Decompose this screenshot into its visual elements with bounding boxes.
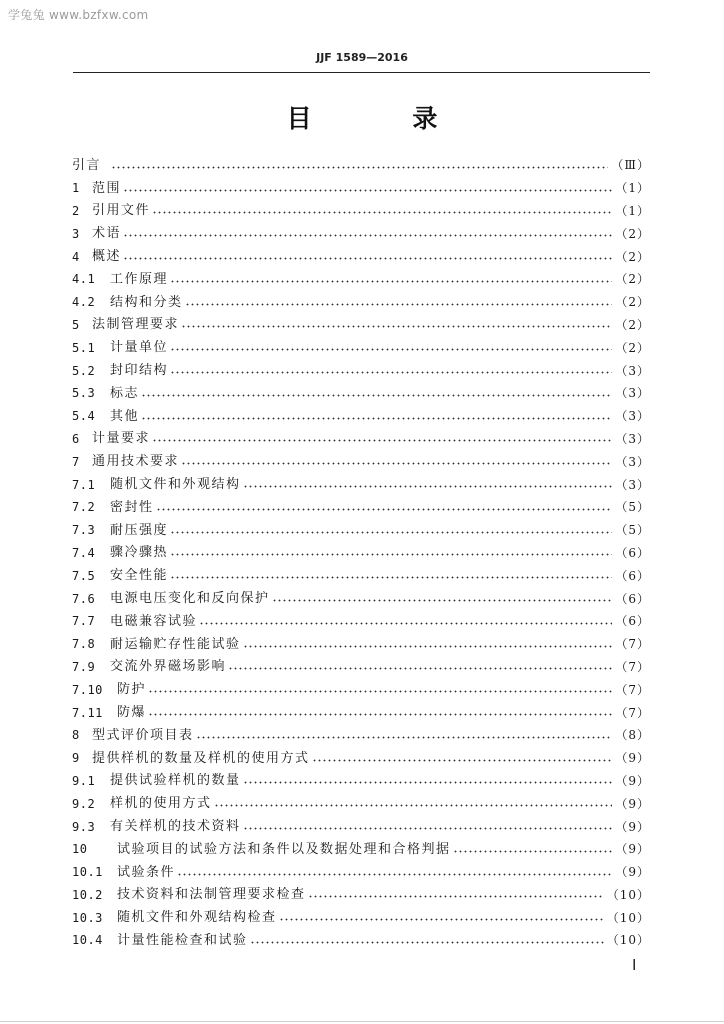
- table-of-contents: [72, 154, 650, 952]
- toc-entry-page: （9）: [615, 796, 650, 811]
- toc-entry-page: （10）: [606, 887, 650, 902]
- toc-entry-title: 试验条件: [117, 864, 176, 880]
- toc-leader-dots: [272, 599, 613, 602]
- toc-entry[interactable]: [72, 610, 650, 633]
- toc-entry-page: （7）: [615, 682, 650, 697]
- toc-entry-title: 有关样机的技术资料: [110, 819, 241, 834]
- toc-entry-page: （9）: [615, 819, 650, 834]
- toc-entry-title: 电源电压变化和反向保护: [110, 591, 270, 607]
- toc-entry-number: 7.11: [72, 705, 103, 720]
- toc-entry-number: 6: [72, 431, 80, 446]
- toc-entry-title: 引用文件: [92, 203, 151, 219]
- toc-entry[interactable]: [72, 564, 650, 587]
- toc-entry[interactable]: [72, 519, 650, 542]
- toc-entry-page: （2）: [615, 272, 650, 287]
- toc-leader-dots: [228, 667, 612, 670]
- toc-entry[interactable]: [72, 906, 650, 929]
- toc-entry-page: （10）: [606, 910, 650, 925]
- toc-entry-number: 3: [72, 226, 80, 241]
- toc-entry-page: （2）: [615, 340, 650, 355]
- toc-leader-dots: [152, 439, 612, 442]
- toc-entry-title: 试验项目的试验方法和条件以及数据处理和合格判据: [117, 841, 451, 857]
- toc-leader-dots: [148, 690, 612, 693]
- toc-entry-title: 计量性能检查和试验: [117, 932, 248, 948]
- toc-leader-dots: [141, 394, 612, 397]
- toc-entry-page: （Ⅲ）: [611, 158, 650, 173]
- toc-entry[interactable]: [72, 291, 650, 314]
- toc-entry-title: 随机文件和外观结构检查: [117, 910, 277, 926]
- toc-entry-page: （3）: [615, 454, 650, 469]
- toc-entry-page: （1）: [615, 181, 650, 196]
- toc-entry-title: 提供样机的数量及样机的使用方式: [92, 750, 310, 766]
- toc-leader-dots: [312, 759, 613, 762]
- toc-entry[interactable]: [72, 542, 650, 565]
- toc-leader-dots: [243, 485, 613, 488]
- toc-entry[interactable]: [72, 177, 650, 200]
- toc-entry-page: （8）: [615, 728, 650, 743]
- toc-leader-dots: [199, 622, 612, 625]
- toc-entry-number: 7.9: [72, 659, 96, 674]
- toc-entry[interactable]: [72, 815, 650, 838]
- toc-entry-page: （3）: [615, 363, 650, 378]
- toc-entry-page: （6）: [615, 568, 650, 583]
- toc-entry-title: 计量要求: [92, 431, 151, 447]
- toc-entry-title: 法制管理要求: [92, 317, 180, 333]
- toc-leader-dots: [243, 781, 613, 784]
- toc-entry-number: 10.1: [72, 865, 103, 880]
- toc-entry-number: 7.8: [72, 637, 96, 652]
- toc-entry-title: 骤冷骤热: [110, 545, 169, 561]
- toc-entry-page: （6）: [615, 591, 650, 606]
- toc-leader-dots: [156, 508, 613, 511]
- toc-entry-number: 2: [72, 203, 80, 218]
- toc-entry[interactable]: [72, 268, 650, 291]
- toc-entry-number: 5: [72, 317, 80, 332]
- toc-entry[interactable]: [72, 929, 650, 952]
- toc-entry-title: 概述: [92, 249, 122, 265]
- toc-entry-title: 型式评价项目表: [92, 727, 194, 743]
- toc-entry[interactable]: [72, 838, 650, 861]
- toc-entry[interactable]: [72, 587, 650, 610]
- toc-entry-page: （10）: [606, 933, 650, 948]
- toc-leader-dots: [185, 303, 613, 306]
- toc-entry[interactable]: [72, 245, 650, 268]
- toc-leader-dots: [279, 918, 604, 921]
- toc-leader-dots: [170, 371, 612, 374]
- toc-entry-title: 提供试验样机的数量: [110, 773, 241, 789]
- page-bottom-edge: [0, 1021, 724, 1022]
- toc-entry-number: 9.2: [72, 796, 96, 811]
- toc-entry[interactable]: [72, 884, 650, 907]
- toc-entry[interactable]: [72, 770, 650, 793]
- toc-entry-title: 样机的使用方式: [110, 796, 212, 812]
- toc-entry[interactable]: [72, 222, 650, 245]
- toc-entry-number: 10.2: [72, 887, 103, 902]
- toc-entry-page: （6）: [615, 545, 650, 560]
- toc-entry-number: 10.4: [72, 933, 103, 948]
- toc-entry-number: 7.1: [72, 477, 96, 492]
- toc-entry-title: 通用技术要求: [92, 454, 180, 470]
- toc-entry-title: 密封性: [110, 499, 154, 515]
- toc-entry-page: （9）: [615, 751, 650, 766]
- toc-leader-dots: [170, 280, 612, 283]
- toc-entry[interactable]: [72, 792, 650, 815]
- toc-entry-number: 4: [72, 249, 80, 264]
- toc-entry-title: 计量单位: [110, 340, 169, 356]
- toc-entry-title: 标志: [110, 385, 140, 401]
- header-divider: [73, 72, 650, 73]
- toc-leader-dots: [141, 417, 612, 420]
- toc-entry-title: 耐运输贮存性能试验: [110, 636, 241, 652]
- toc-leader-dots: [214, 804, 613, 807]
- toc-entry-page: （2）: [615, 226, 650, 241]
- toc-entry-page: （2）: [615, 295, 650, 310]
- toc-leader-dots: [170, 553, 612, 556]
- toc-leader-dots: [181, 325, 612, 328]
- toc-leader-dots: [243, 645, 613, 648]
- toc-entry-page: （7）: [615, 637, 650, 652]
- toc-entry-page: （3）: [615, 386, 650, 401]
- toc-leader-dots: [123, 234, 612, 237]
- toc-entry-page: （3）: [615, 409, 650, 424]
- toc-entry-title: 封印结构: [110, 363, 169, 379]
- toc-entry-number: 9: [72, 751, 80, 766]
- toc-entry-page: （6）: [615, 614, 650, 629]
- toc-entry-page: （5）: [615, 500, 650, 515]
- toc-entry-number: 7.3: [72, 523, 96, 538]
- toc-entry-number: 5.1: [72, 340, 96, 355]
- toc-entry-number: 7.10: [72, 682, 103, 697]
- toc-leader-dots: [177, 873, 612, 876]
- document-code: JJF 1589—2016: [316, 51, 408, 64]
- toc-entry-number: 10.3: [72, 910, 103, 925]
- toc-entry-title: 其他: [110, 408, 140, 424]
- toc-entry-number: 7.6: [72, 591, 96, 606]
- toc-entry[interactable]: [72, 861, 650, 884]
- toc-entry-page: （9）: [615, 773, 650, 788]
- toc-entry[interactable]: [72, 154, 650, 177]
- toc-entry[interactable]: [72, 633, 650, 656]
- toc-entry[interactable]: [72, 656, 650, 679]
- toc-entry[interactable]: [72, 336, 650, 359]
- toc-entry[interactable]: [72, 314, 650, 337]
- toc-entry-title: 交流外界磁场影响: [110, 659, 227, 675]
- toc-entry[interactable]: [72, 405, 650, 428]
- watermark: 学兔兔 www.bzfxw.com: [8, 8, 149, 22]
- toc-entry-title: 防爆: [117, 705, 147, 721]
- toc-entry-title: 耐压强度: [110, 522, 169, 538]
- toc-entry-number: 7.7: [72, 614, 96, 629]
- toc-entry-title: 随机文件和外观结构: [110, 477, 241, 493]
- toc-leader-dots: [453, 850, 613, 853]
- toc-entry-page: （9）: [615, 865, 650, 880]
- toc-entry-title: 防护: [117, 682, 147, 698]
- toc-entry-page: （9）: [615, 842, 650, 857]
- toc-entry-number: 9.1: [72, 773, 96, 788]
- toc-entry-page: （2）: [615, 317, 650, 332]
- toc-entry-number: 5.3: [72, 386, 96, 401]
- toc-entry-page: （1）: [615, 203, 650, 218]
- toc-entry-page: （3）: [615, 431, 650, 446]
- toc-entry-title: 结构和分类: [110, 294, 183, 310]
- toc-entry-number: 5.4: [72, 409, 96, 424]
- toc-leader-dots: [123, 189, 612, 192]
- toc-entry-title: 工作原理: [110, 271, 169, 287]
- toc-entry-title: 电磁兼容试验: [110, 613, 198, 629]
- toc-entry-number: 8: [72, 728, 80, 743]
- toc-entry[interactable]: [72, 200, 650, 223]
- toc-entry[interactable]: [72, 382, 650, 405]
- toc-entry-number: 7.4: [72, 545, 96, 560]
- toc-leader-dots: [123, 257, 612, 260]
- toc-entry-title: 技术资料和法制管理要求检查: [117, 887, 306, 903]
- toc-leader-dots: [152, 211, 612, 214]
- toc-leader-dots: [196, 736, 613, 739]
- toc-entry-number: 4.1: [72, 272, 96, 287]
- toc-entry-number: 7.5: [72, 568, 96, 583]
- toc-entry-number: 1: [72, 181, 80, 196]
- toc-leader-dots: [148, 713, 612, 716]
- toc-entry-title: 安全性能: [110, 568, 169, 584]
- toc-entry[interactable]: [72, 701, 650, 724]
- page-title: 目 录: [286, 104, 484, 133]
- toc-entry[interactable]: [72, 678, 650, 701]
- toc-entry-number: 4.2: [72, 295, 96, 310]
- toc-entry-number: 7.2: [72, 500, 96, 515]
- toc-entry-page: （7）: [615, 705, 650, 720]
- toc-leader-dots: [170, 531, 612, 534]
- toc-leader-dots: [170, 348, 612, 351]
- toc-leader-dots: [111, 166, 608, 169]
- toc-entry[interactable]: [72, 359, 650, 382]
- toc-leader-dots: [181, 462, 612, 465]
- toc-entry[interactable]: [72, 450, 650, 473]
- toc-entry[interactable]: [72, 724, 650, 747]
- toc-entry[interactable]: [72, 428, 650, 451]
- toc-entry-page: （5）: [615, 523, 650, 538]
- toc-entry-page: （3）: [615, 477, 650, 492]
- toc-entry[interactable]: [72, 747, 650, 770]
- toc-leader-dots: [250, 941, 604, 944]
- toc-entry-number: 10: [72, 842, 88, 857]
- page-number: Ⅰ: [632, 958, 637, 974]
- toc-entry-number: 5.2: [72, 363, 96, 378]
- toc-leader-dots: [243, 827, 613, 830]
- toc-entry-title: 术语: [92, 226, 122, 242]
- toc-entry-number: 7: [72, 454, 80, 469]
- toc-entry-title: 引言: [72, 157, 102, 173]
- toc-leader-dots: [308, 895, 604, 898]
- toc-entry-page: （7）: [615, 659, 650, 674]
- toc-leader-dots: [170, 576, 612, 579]
- toc-entry-page: （2）: [615, 249, 650, 264]
- toc-entry-number: 9.3: [72, 819, 96, 834]
- toc-entry[interactable]: [72, 473, 650, 496]
- toc-entry-title: 范围: [92, 180, 122, 196]
- toc-entry[interactable]: [72, 496, 650, 519]
